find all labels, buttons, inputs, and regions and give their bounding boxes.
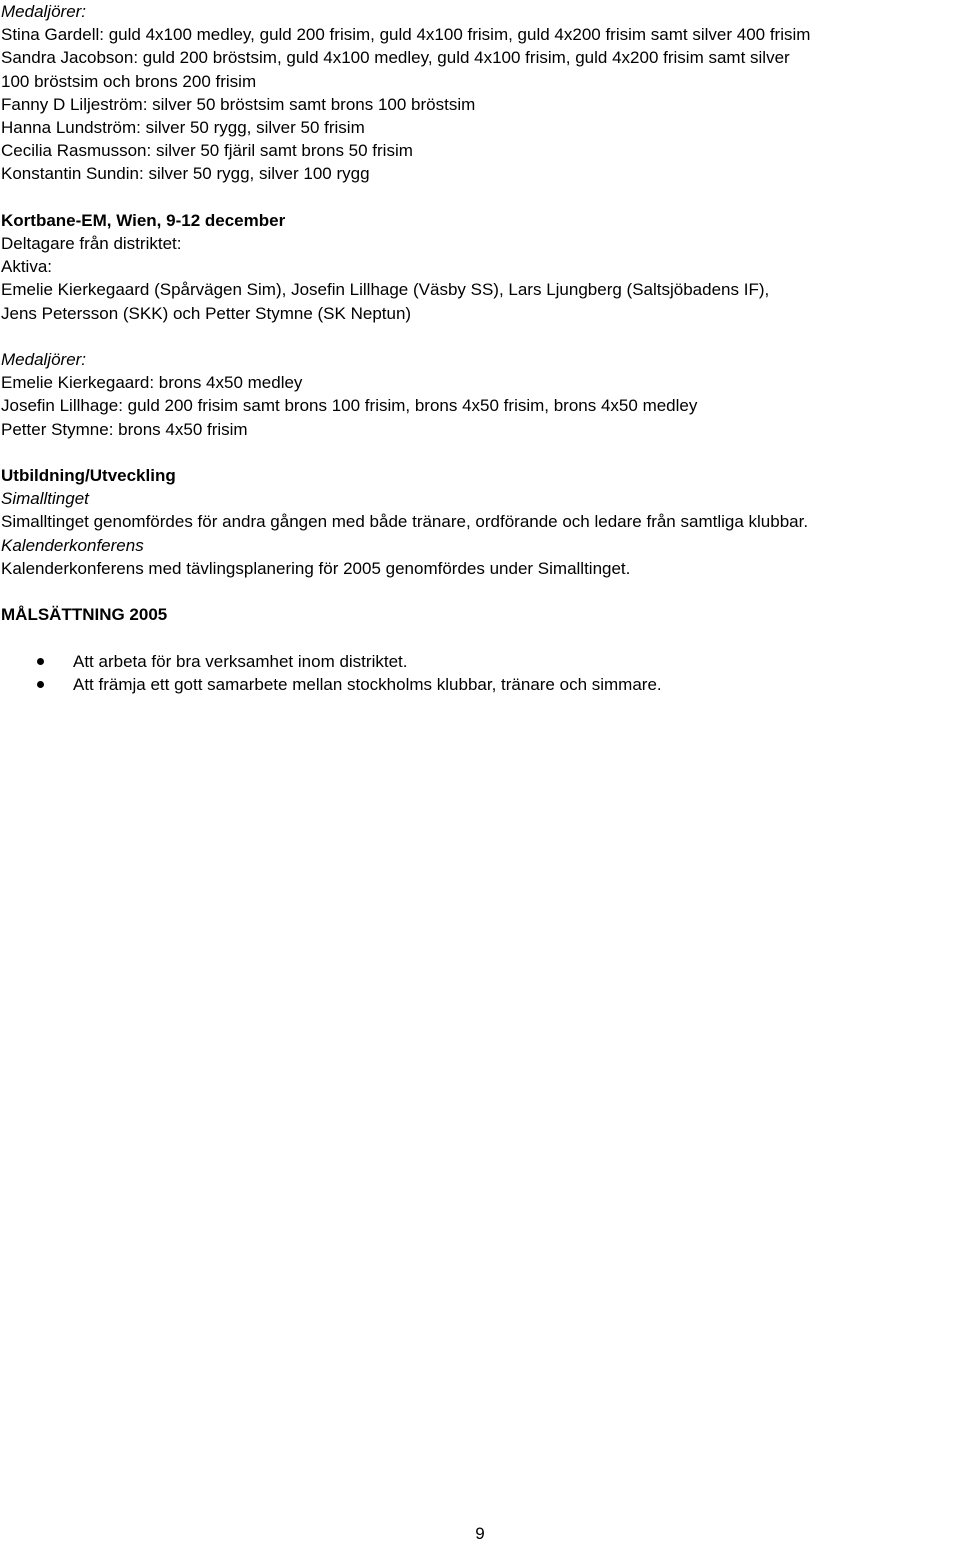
education-section	[1, 464, 959, 580]
medal-line: Fanny D Liljeström: silver 50 bröstsim samt brons 100 bröstsim	[1, 94, 476, 114]
medals-heading: Medaljörer:	[1, 350, 87, 370]
medal-line: Hanna Lundström: silver 50 rygg, silver 50 frisim	[1, 118, 365, 138]
spacer	[1, 325, 959, 348]
spacer	[1, 186, 959, 209]
medal-section-1	[1, 0, 959, 186]
subheading: Simalltinget	[1, 489, 89, 509]
active-line: Jens Petersson (SKK) och Petter Stymne (SK Neptun)	[1, 303, 412, 323]
medal-line: Petter Stymne: brons 4x50 frisim	[1, 419, 248, 439]
goals-section	[1, 603, 959, 696]
medal-line: Josefin Lillhage: guld 200 frisim samt brons 100 frisim, brons 4x50 frisim, brons 4x50 medley	[1, 396, 698, 416]
list-item	[1, 650, 959, 673]
medal-line: Cecilia Rasmusson: silver 50 fjäril samt brons 50 frisim	[1, 141, 413, 161]
list-item-text: Att främja ett gott samarbete mellan stockholms klubbar, tränare och simmare.	[73, 674, 662, 694]
spacer	[1, 626, 959, 649]
bullet-icon	[37, 658, 44, 665]
section-title: Utbildning/Utveckling	[1, 466, 176, 486]
list-item-text: Att arbeta för bra verksamhet inom distriktet.	[73, 651, 408, 671]
goals-list	[1, 650, 959, 696]
subheading: Kalenderkonferens	[1, 535, 144, 555]
medals-heading: Medaljörer:	[1, 2, 87, 21]
spacer	[1, 441, 959, 464]
participants-label: Deltagare från distriktet:	[1, 234, 182, 254]
active-line: Emelie Kierkegaard (Spårvägen Sim), Josefin Lillhage (Väsby SS), Lars Ljungberg (Saltsjöbadens IF),	[1, 280, 770, 300]
document-page	[1, 0, 959, 696]
page-number: 9	[475, 1524, 485, 1543]
spacer	[1, 580, 959, 603]
active-label: Aktiva:	[1, 257, 53, 277]
medal-line: Emelie Kierkegaard: brons 4x50 medley	[1, 373, 303, 393]
paragraph: Kalenderkonferens med tävlingsplanering för 2005 genomfördes under Simalltinget.	[1, 558, 631, 578]
medal-line: Stina Gardell: guld 4x100 medley, guld 200 frisim, guld 4x100 frisim, guld 4x200 frisim samt silver 400 frisim	[1, 25, 811, 45]
kortbane-em-section	[1, 209, 959, 441]
bullet-icon	[37, 681, 44, 688]
medal-line: Sandra Jacobson: guld 200 bröstsim, guld 4x100 medley, guld 4x100 frisim, guld 4x200 frisim samt silver	[1, 48, 790, 68]
section-title: MÅLSÄTTNING 2005	[1, 605, 168, 625]
list-item	[1, 673, 959, 696]
paragraph: Simalltinget genomfördes för andra gången med både tränare, ordförande och ledare från samtliga klubbar.	[1, 512, 809, 532]
section-title: Kortbane-EM, Wien, 9-12 december	[1, 210, 286, 230]
medal-line: 100 bröstsim och brons 200 frisim	[1, 71, 257, 91]
medal-line: Konstantin Sundin: silver 50 rygg, silver 100 rygg	[1, 164, 370, 184]
